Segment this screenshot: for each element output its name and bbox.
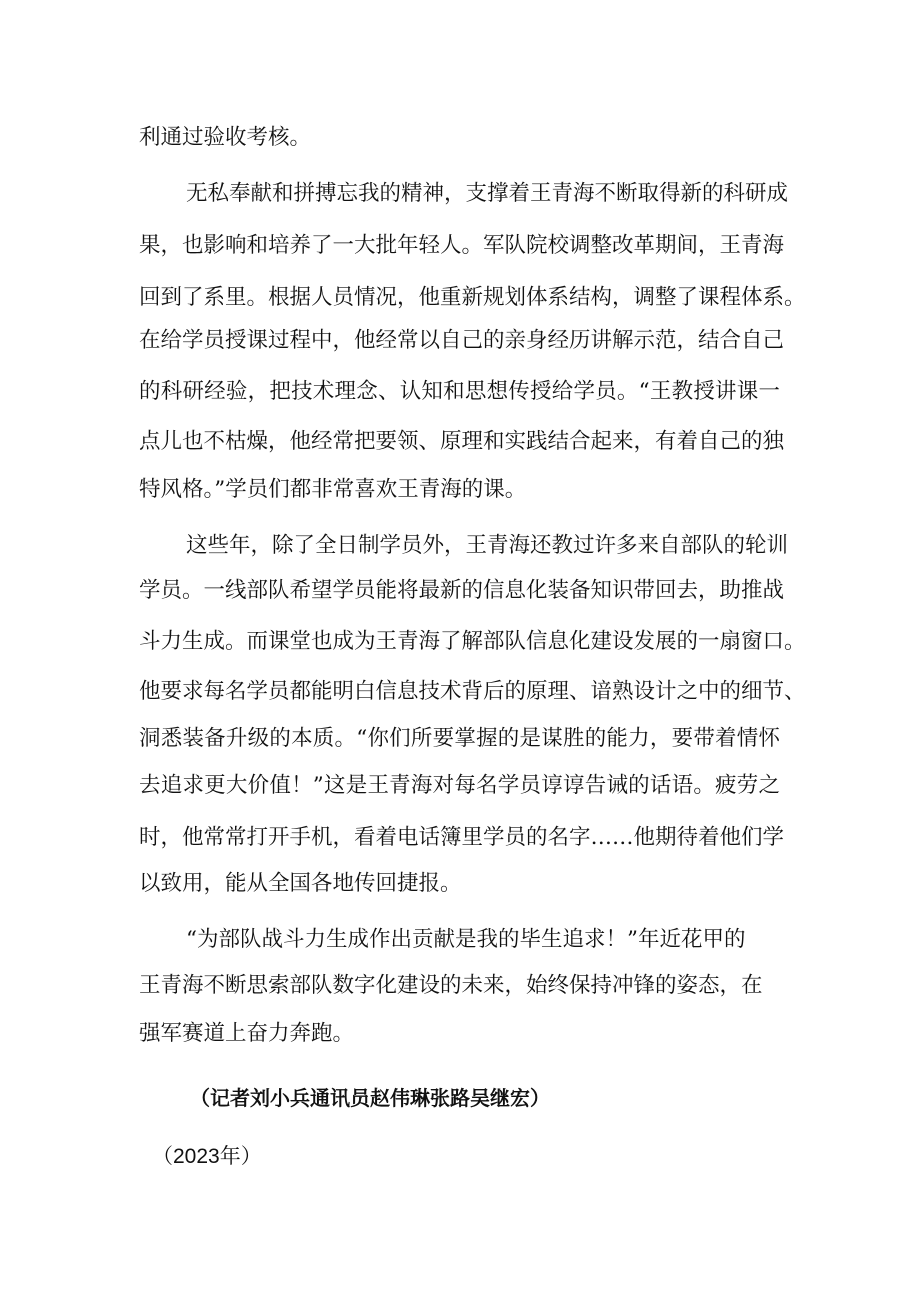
paragraph-line: 回到了系里。根据人员情况，他重新规划体系结构，调整了课程体系。 <box>139 285 806 310</box>
paragraph-line: 的科研经验，把技术理念、认知和思想传授给学员。“王教授讲课一 <box>139 379 780 404</box>
paragraph-line: 这些年，除了全日制学员外，王青海还教过许多来自部队的轮训 <box>186 533 789 558</box>
paragraph-line: 王青海不断思索部队数字化建设的未来，始终保持冲锋的姿态，在 <box>139 973 763 998</box>
paragraph-line: 以致用，能从全国各地传回捷报。 <box>139 871 462 896</box>
paragraph-line: 去追求更大价值！”这是王青海对每名学员谆谆告诫的话语。疲劳之 <box>139 773 780 798</box>
byline: （记者刘小兵通讯员赵伟琳张路吴继宏） <box>190 1086 550 1110</box>
paragraph-line: “为部队战斗力生成作出贡献是我的毕生追求！”年近花甲的 <box>186 927 746 952</box>
paragraph-line: 果，也影响和培养了一大批年轻人。军队院校调整改革期间，王青海 <box>139 233 785 258</box>
paragraph-line: 特风格。”学员们都非常喜欢王青海的课。 <box>139 477 527 502</box>
paragraph-line: 他要求每名学员都能明白信息技术背后的原理、谙熟设计之中的细节、 <box>139 679 806 704</box>
paragraph-line: 时，他常常打开手机，看着电话簿里学员的名字……他期待着他们学 <box>139 825 785 850</box>
paragraph-line: 斗力生成。而课堂也成为王青海了解部队信息化建设发展的一扇窗口。 <box>139 629 806 654</box>
paragraph-line: 无私奉献和拼搏忘我的精神，支撑着王青海不断取得新的科研成 <box>186 181 789 206</box>
paragraph-line: 学员。一线部队希望学员能将最新的信息化装备知识带回去，助推战 <box>139 578 785 603</box>
publication-year: （2023年） <box>152 1145 262 1168</box>
paragraph-line: 洞悉装备升级的本质。“你们所要掌握的是谋胜的能力，要带着情怀 <box>139 726 780 751</box>
paragraph-line: 强军赛道上奋力奔跑。 <box>139 1021 355 1046</box>
paragraph-line: 在给学员授课过程中，他经常以自己的亲身经历讲解示范，结合自己 <box>139 328 785 353</box>
paragraph-line: 点儿也不枯燥，他经常把要领、原理和实践结合起来，有着自己的独 <box>139 429 785 454</box>
paragraph-line: 利通过验收考核。 <box>139 125 312 150</box>
